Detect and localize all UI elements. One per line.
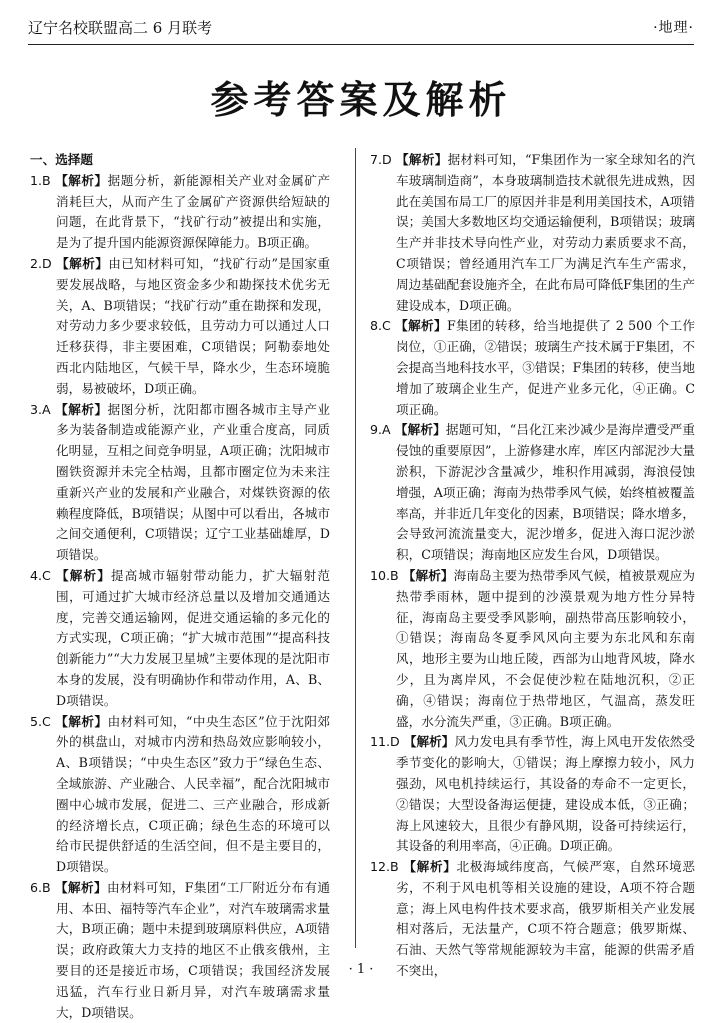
answer-item (30, 171, 330, 254)
analysis-tag: 【解析】 (403, 859, 457, 875)
answer-number: 5.C (30, 713, 51, 729)
answer-number: 2.D (30, 255, 52, 271)
section-heading: 一、选择题 (30, 152, 93, 167)
column-divider (355, 148, 356, 948)
answer-item (370, 732, 695, 857)
analysis-tag: 【解析】 (55, 879, 107, 895)
answer-number: 9.A (370, 422, 391, 438)
answer-item (370, 566, 695, 732)
analysis-tag: 【解析】 (394, 422, 446, 438)
answer-number: 3.A (30, 401, 51, 417)
analysis-tag: 【解析】 (55, 172, 108, 188)
analysis-tag: 【解析】 (55, 713, 108, 729)
header-exam-name: 辽宁名校联盟高二 6 月联考 (28, 18, 213, 37)
answer-text: 由已知材料可知，“找矿行动”是国家重要发展战略，与地区资金多少和勘探技术优劣无关，A、B项错误；“找矿行动”重在勘探和发现，对劳动力多少要求较低，且劳动力可以通过人口迁移获得，非主要困难，C项错误；阿勒泰地处西北内陆地区，气候干旱，降水少，生态环境脆弱，易被破坏，D项正确。 (56, 255, 330, 396)
analysis-tag: 【解析】 (55, 401, 108, 417)
answer-number: 7.D (370, 152, 392, 167)
answer-text: 由材料可知，“中央生态区”位于沈阳郊外的棋盘山，对城市内涝和热岛效应影响较小，A、B项错误；“中央生态区”致力于“绿色生态、全域旅游、产业融合、人民幸福”，配合沈阳城市圈中心城市发展，促进二、三产业融合，形成新的经济增长点，C项正确；绿色生态的环境可以给市民提供舒适的生活空间，但不是主要目的，D项错误。 (56, 713, 330, 875)
header-subject: ·地理· (653, 20, 694, 36)
analysis-tag: 【解析】 (402, 567, 454, 583)
answer-number: 10.B (370, 567, 399, 583)
answer-number: 4.C (30, 567, 51, 583)
answer-number: 8.C (370, 318, 391, 334)
answer-item (370, 316, 695, 420)
analysis-tag: 【解析】 (55, 567, 112, 583)
answer-text: 据题可知，“吕化江来沙减少是海岸遭受严重侵蚀的重要原因”，上游修建水库，库区内部泥沙大量淤积，下游泥沙含量减少，堆积作用减弱，海浪侵蚀增强，A项正确；海南为热带季风气候，始终植被覆盖率高，并非近几年变化的因素，B项错误；降水增多，会导致河流流量变大，泥沙增多，促进入海口泥沙淤积，C项错误；海南地区应发生台风，D项错误。 (396, 422, 695, 563)
answer-number: 1.B (30, 172, 51, 188)
answer-text: 据题分析，新能源相关产业对金属矿产消耗巨大，从而产生了金属矿产资源供给短缺的问题，在此背景下，“找矿行动”被提出和实施，是为了提升国内能源资源保障能力。B项正确。 (56, 172, 331, 251)
answer-item (30, 566, 330, 712)
answer-number: 12.B (370, 859, 399, 875)
page-header (28, 10, 694, 45)
analysis-tag: 【解析】 (56, 255, 109, 271)
answer-text: F集团的转移，给当地提供了 2 500 个工作岗位，①正确，②错误；玻璃生产技术属于F集团，不会提高当地科技水平，③错误；F集团的转移，使当地增加了玻璃企业生产，促进产业多元化，④正确。C项正确。 (396, 318, 695, 417)
analysis-tag: 【解析】 (395, 318, 447, 334)
answer-number: 11.D (370, 734, 400, 750)
page-title: 参考答案及解析 (210, 78, 512, 122)
left-column (30, 150, 330, 1023)
answer-text: 北极海域纬度高，气候严寒，自然环境恶劣，不利于风电机等相关设施的建设，A项不符合题意；海上风电构件技术要求高，俄罗斯相关产业发展相对落后，无法量产，C项不符合题意；俄罗斯煤、石油、天然气等常规能源较为丰富，能源的供需矛盾不突出， (396, 859, 696, 979)
answer-item (30, 254, 330, 400)
analysis-tag: 【解析】 (396, 152, 448, 167)
answer-text: 据图分析，沈阳都市圈各城市主导产业多为装备制造或能源产业，产业重合度高，同质化明显，互相之间竞争明显，A项正确；沈阳城市圈铁资源并未完全枯竭，且都市圈定位为未来注重新兴产业的发展和产业融合，对煤铁资源的依赖程度降低，B项错误；从图中可以看出，各城市之间交通便利，C项错误；辽宁工业基础雄厚，D项错误。 (56, 401, 331, 563)
answer-number: 6.B (30, 879, 51, 895)
page-number: · 1 · (348, 962, 374, 977)
right-column (370, 150, 695, 982)
answer-item (30, 712, 330, 878)
answer-item (30, 878, 330, 1023)
answer-text: 由材料可知，F集团“工厂附近分布有通用、本田、福特等汽车企业”，对汽车玻璃需求量大，B项正确；题中未提到玻璃原料供应，A项错误；政府政策大力支持的地区不止俄亥俄州，主要目的还是接近市场，C项错误；我国经济发展迅猛，汽车行业日新月异，对汽车玻璃需求量大，D项错误。 (56, 879, 331, 1020)
answer-item (370, 150, 695, 316)
answer-text: 风力发电具有季节性，海上风电开发依然受季节变化的影响大，①错误；海上摩擦力较小，风力强劲，风电机持续运行，其设备的寿命不一定更长，②错误；大型设备海运便捷，建设成本低，③正确；海上风速较大，且很少有静风期，设备可持续运行，其设备的利用率高，④正确。D项正确。 (396, 734, 695, 854)
answer-text: 据材料可知，“F集团作为一家全球知名的汽车玻璃制造商”，本身玻璃制造技术就很先进成熟，因此在美国布局工厂的原因并非是利用美国技术，A项错误；美国大多数地区均交通运输便利，B项错误；玻璃生产并非技术导向性产业，对劳动力素质要求不高，C项错误；曾经通用汽车工厂为满足汽车生产需求，周边基础配套设施齐全，在此布局可降低F集团的生产建设成本，D项正确。 (396, 152, 695, 313)
answer-item (30, 400, 330, 566)
answer-text: 提高城市辐射带动能力，扩大辐射范围，可通过扩大城市经济总量以及增加交通通达度，完善交通运输网，促进交通运输的多元化的方式实现，C项正确；“扩大城市范围”“提高科技创新能力”“大力发展卫星城”主要体现的是沈阳市本身的发展，没有明确协作和带动作用，A、B、D项错误。 (56, 567, 331, 708)
answer-item (370, 420, 695, 566)
analysis-tag: 【解析】 (403, 734, 455, 750)
answer-text: 海南岛主要为热带季风气候，植被景观应为热带季雨林，题中提到的沙漠景观为地方性分异特征，海南岛主要受季风影响，副热带高压影响较小，①错误；海南岛冬夏季风风向主要为东北风和东南风，地形主要为山地丘陵，西部为山地背风坡，降水少，且为离岸风，不会促使沙粒在陆地沉积，②正确，④错误；海南位于热带地区，气温高，蒸发旺盛，水分流失严重，③正确。B项正确。 (396, 567, 696, 729)
